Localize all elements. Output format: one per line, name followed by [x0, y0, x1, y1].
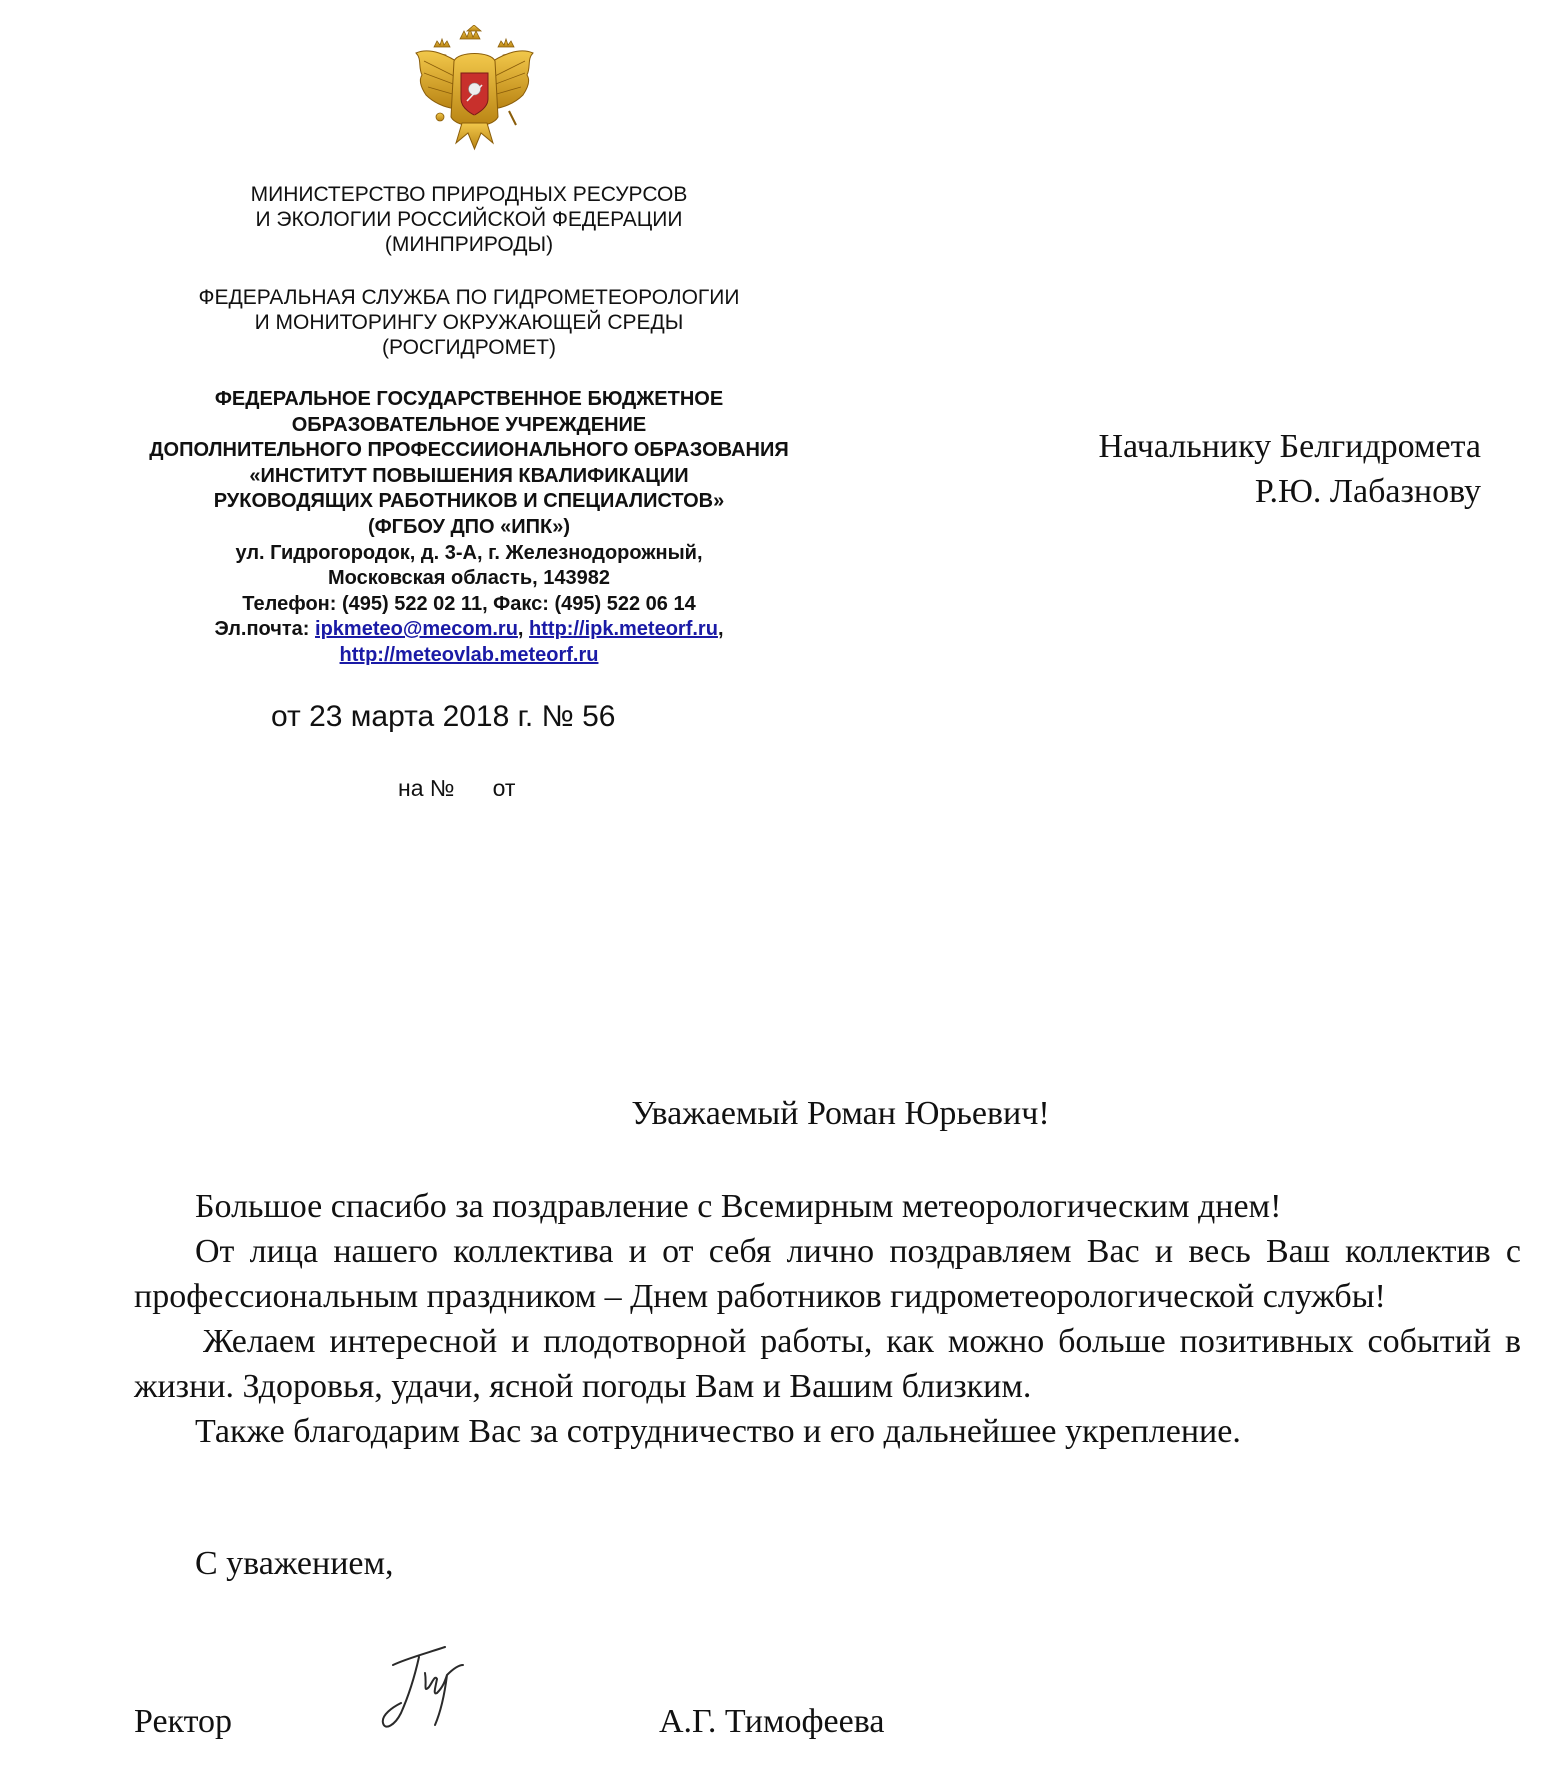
body-paragraph: Желаем интересной и плодотворной работы, как можно больше позитивных событий в жизни. Здоровья, удачи, ясной погоды Вам и Вашим близким.	[134, 1323, 1521, 1405]
letterhead-line: ФЕДЕРАЛЬНАЯ СЛУЖБА ПО ГИДРОМЕТЕОРОЛОГИИ	[198, 286, 740, 309]
outgoing-number: от 23 марта 2018 г. № 56	[271, 700, 616, 733]
incoming-from-label: от	[492, 775, 516, 801]
addressee-title: Начальнику Белгидромета	[1098, 428, 1481, 465]
coat-of-arms-emblem	[412, 25, 537, 153]
addressee-name: Р.Ю. Лабазнову	[1254, 473, 1481, 510]
body-paragraph: Большое спасибо за поздравление с Всемирным метеорологическим днем!	[195, 1188, 1282, 1225]
service-header	[60, 285, 878, 360]
body-paragraph: Также благодарим Вас за сотрудничество и его дальнейшее укрепление.	[195, 1413, 1241, 1450]
letterhead-line: ДОПОЛНИТЕЛЬНОГО ПРОФЕССИИОНАЛЬНОГО ОБРАЗОВАНИЯ	[149, 439, 789, 462]
addressee-block	[1098, 424, 1481, 514]
contacts-line-2	[60, 643, 878, 669]
letterhead-line: И ЭКОЛОГИИ РОССИЙСКОЙ ФЕДЕРАЦИИ	[255, 208, 683, 231]
phone-fax-line: Телефон: (495) 522 02 11, Факс: (495) 522 06 14	[242, 592, 696, 615]
letterhead-line: МИНИСТЕРСТВО ПРИРОДНЫХ РЕСУРСОВ	[250, 183, 688, 206]
letter-body	[134, 1184, 1521, 1454]
body-paragraph: От лица нашего коллектива и от себя лично поздравляем Вас и весь Ваш коллектив с профессиональным праздником – Днем работников гидрометеорологической службы!	[134, 1233, 1521, 1315]
letterhead-line: ОБРАЗОВАТЕЛЬНОЕ УЧРЕЖДЕНИЕ	[291, 413, 647, 436]
incoming-reference	[398, 775, 515, 802]
letterhead-line: ФЕДЕРАЛЬНОЕ ГОСУДАРСТВЕННОЕ БЮДЖЕТНОЕ	[214, 388, 724, 410]
handwritten-signature	[375, 1635, 470, 1735]
letterhead-line: (МИНПРИРОДЫ)	[384, 233, 554, 256]
email-label: Эл.почта:	[214, 618, 310, 641]
letterhead-line: И МОНИТОРИНГУ ОКРУЖАЮЩЕЙ СРЕДЫ	[254, 311, 684, 334]
website-link[interactable]: http://ipk.meteorf.ru	[529, 618, 718, 641]
closing: С уважением,	[195, 1545, 394, 1582]
letterhead-line: «ИНСТИТУТ ПОВЫШЕНИЯ КВАЛИФИКАЦИИ	[249, 464, 689, 487]
signer-name: А.Г. Тимофеева	[659, 1703, 885, 1740]
separator: ,	[517, 618, 524, 641]
letterhead-line: (РОСГИДРОМЕТ)	[382, 336, 556, 359]
letterhead-line: (ФГБОУ ДПО «ИПК»)	[367, 515, 571, 538]
incoming-no-label: на №	[398, 775, 455, 801]
signer-position: Ректор	[134, 1703, 233, 1740]
contacts-line	[60, 617, 878, 643]
website-link-2[interactable]: http://meteovlab.meteorf.ru	[339, 643, 599, 666]
separator: ,	[717, 618, 724, 641]
letterhead-line: РУКОВОДЯЩИХ РАБОТНИКОВ И СПЕЦИАЛИСТОВ»	[213, 490, 725, 513]
email-link[interactable]: ipkmeteo@mecom.ru	[315, 618, 518, 641]
institute-header	[60, 387, 878, 669]
address-line: Московская область, 143982	[328, 567, 610, 590]
salutation: Уважаемый Роман Юрьевич!	[631, 1095, 1050, 1132]
address-line: ул. Гидрогородок, д. 3-А, г. Железнодорожный,	[235, 541, 703, 564]
ministry-header	[60, 182, 878, 257]
